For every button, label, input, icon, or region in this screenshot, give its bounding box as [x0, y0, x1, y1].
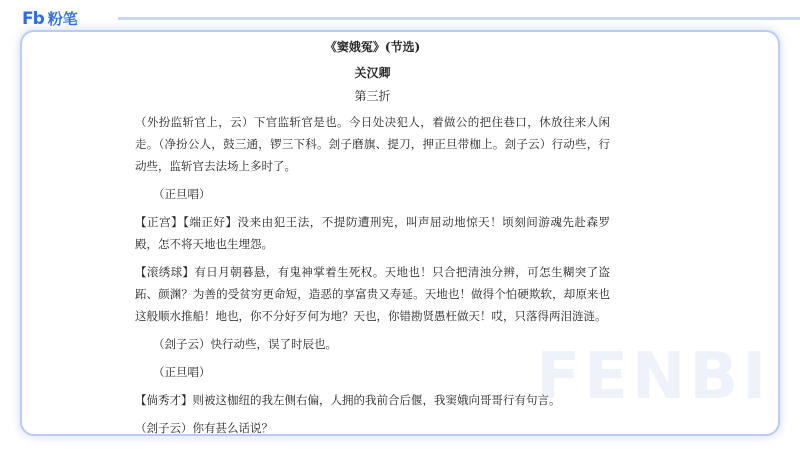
fenbi-logo [22, 8, 78, 29]
document-act: 第三折 [354, 89, 391, 103]
document-content [135, 38, 610, 439]
document-author: 关汉卿 [354, 66, 391, 80]
watermark: FENBI [536, 340, 770, 414]
logo-mark: Fb [22, 8, 44, 29]
header-divider [118, 17, 800, 20]
paragraph-2: （正旦唱） [153, 187, 211, 201]
paragraph-5: （刽子云）快行动些，误了时辰也。 [153, 337, 337, 351]
paragraph-4: 【滚绣球】有日月朝暮悬，有鬼神掌着生死权。天地也！只合把清浊分辨，可怎生糊突了盗跖、颜渊？为善的受贫穷更命短，造恶的享富贵又寿延。天地也！做得个怕硬欺软，却原来也这般顺水推船！地也，你不分好歹何为地？天也，你错勘贤愚枉做天！哎，只落得两泪涟涟。 [135, 265, 610, 323]
document-title: 《窦娥冤》(节选) [324, 40, 421, 54]
paragraph-1: （外扮监斩官上，云）下官监斩官是也。今日处决犯人，着做公的把住巷口，休放往来人闲走。（净扮公人，鼓三通，锣三下科。刽子磨旗、提刀，押正旦带枷上。刽子云）行动些，行动些，监斩官去法场上多时了。 [135, 115, 610, 173]
logo-text: 粉笔 [47, 10, 78, 28]
paragraph-8: （刽子云）你有甚么话说？ [135, 421, 273, 435]
paragraph-6: （正旦唱） [153, 365, 211, 379]
paragraph-7: 【倘秀才】则被这枷纽的我左侧右偏，人拥的我前合后偃，我窦娥向哥哥行有句言。 [135, 393, 561, 407]
paragraph-3: 【正宫】【端正好】没来由犯王法，不提防遭刑宪，叫声屈动地惊天！顷刻间游魂先赴森罗殿，怎不将天地也生埋怨。 [135, 215, 610, 251]
